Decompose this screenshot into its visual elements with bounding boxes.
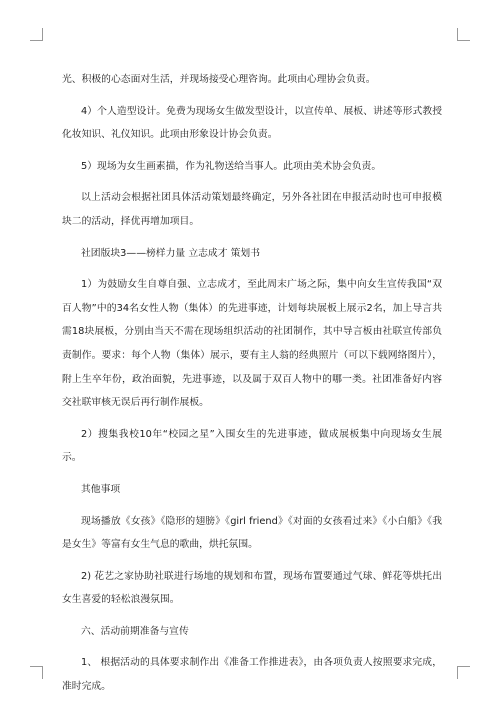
crop-mark-top-right <box>457 28 470 41</box>
paragraph-6: 1）为鼓励女生自尊自强、立志成才，至此周末广场之际，集中向女生宣传我国“双百人物”中的34名女性人物（集体）的先进事迹，计划每块展板上展示2名，加上导言共需18块展板，分别由当天不需在现场组织活动的社团制作，其中导言板由社联宣传部负责制作。要求：每个人物（集体）展示，要有主人翁的经典照片（可以下载网络图片），附上生卒年份，政治面貌，先进事迹，以及属于双百人物中的哪一类。社团准备好内容交社联审核无误后再行制作展板。 <box>62 279 442 409</box>
paragraph-4: 以上活动会根据社团具体活动策划最终确定，另外各社团在申报活动时也可申报模块二的活动，择优再增加项目。 <box>62 192 442 227</box>
section-heading-other: 其他事项 <box>81 483 121 495</box>
crop-mark-top-left <box>30 28 43 41</box>
paragraph-1: 光、积极的心态面对生活，并现场接受心理咨询。此项由心理协会负责。 <box>62 74 376 85</box>
paragraph-10: 2) 花艺之家协助社联进行场地的规划和布置，现场布置要通过气球、鲜花等烘托出女生喜爱的轻松浪漫氛围。 <box>62 570 442 606</box>
section-heading-3: 社团版块3——榜样力量 立志成才 策划书 <box>81 247 261 259</box>
section-heading-six: 六、活动前期准备与宣传 <box>81 625 189 637</box>
paragraph-3: 5）现场为女生画素描，作为礼物送给当事人。此项由美术协会负责。 <box>81 160 382 172</box>
crop-mark-bottom-right <box>457 666 470 679</box>
crop-mark-bottom-left <box>30 666 43 679</box>
paragraph-12: 1、 根据活动的具体要求制作出《准备工作推进表》，由各项负责人按照要求完成，准时完成。 <box>62 657 442 693</box>
paragraph-7: 2）搜集我校10年“校园之星”入围女生的先进事迹，做成展板集中向现场女生展示。 <box>62 428 442 464</box>
paragraph-9: 现场播放《女孩》《隐形的翅膀》《girl friend》《对面的女孩看过来》《小白船》《我是女生》等富有女生气息的歌曲，烘托氛围。 <box>62 515 442 551</box>
paragraph-2: 4）个人造型设计。免费为现场女生做发型设计，以宣传单、展板、讲述等形式教授化妆知识、礼仪知识。此项由形象设计协会负责。 <box>62 105 442 141</box>
document-body <box>62 68 442 707</box>
